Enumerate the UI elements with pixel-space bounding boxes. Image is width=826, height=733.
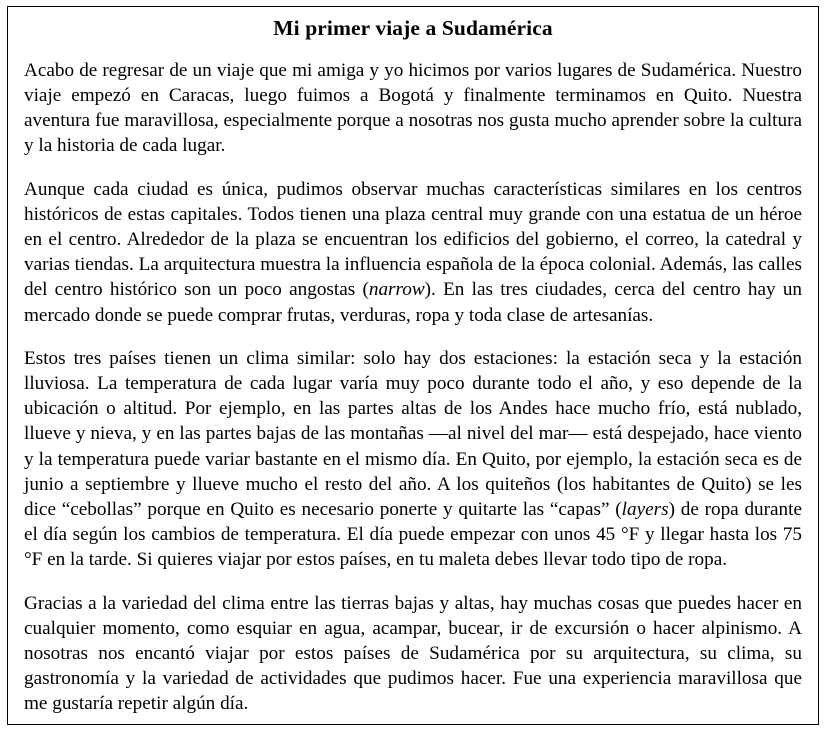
paragraph-3	[24, 346, 802, 573]
paragraph-3-part-1: Estos tres países tienen un clima similar: solo hay dos estaciones: la estación seca y la estación lluviosa. La temperatura de cada lugar varía muy poco durante todo el año, y eso depende de la ubicación o altitud. Por ejemplo, en las partes altas de los Andes hace mucho frío, está nublado, llueve y nieva, y en las partes bajas de las montañas —al nivel del mar— está despejado, hace viento y la temperatura puede variar bastante en el mismo día. En Quito, por ejemplo, la estación seca es de junio a septiembre y llueve mucho el resto del año. A los quiteños (los habitantes de Quito) se les dice “cebollas” porque en Quito es necesario ponerte y quitarte las “capas” (	[24, 347, 802, 520]
paragraph-2-part-3: ). En las tres ciudades, cerca del centro hay un mercado donde se puede comprar frutas, verduras, ropa y toda clase de artesanías.	[24, 279, 803, 326]
paragraph-3-part-3: ) de ropa durante el día según los cambios de temperatura. El día puede empezar con unos 45 °F y llegar hasta los 75 °F en la tarde. Si quieres viajar por estos países, en tu maleta debes llevar todo tipo de ropa.	[24, 498, 802, 571]
paragraph-2	[24, 177, 802, 328]
page-title: Mi primer viaje a Sudamérica	[273, 16, 553, 40]
paragraph-2-italic-gloss: narrow	[368, 279, 425, 301]
paragraph-3-italic-gloss: layers	[621, 498, 669, 520]
paragraph-4: Gracias a la variedad del clima entre las tierras bajas y altas, hay muchas cosas que puedes hacer en cualquier momento, como esquiar en agua, acampar, bucear, ir de excursión o hacer alpinismo. A nosotras nos encantó viajar por estos países de Sudamérica por su arquitectura, su clima, su gastronomía y la variedad de actividades que pudimos hacer. Fue una experiencia maravillosa que me gustaría repetir algún día.	[24, 592, 802, 715]
paragraph-2-part-1: Aunque cada ciudad es única, pudimos observar muchas características similares en los centros históricos de estas capitales. Todos tienen una plaza central muy grande con una estatua de un héroe en el centro. Alrededor de la plaza se encuentran los edificios del gobierno, el correo, la catedral y varias tiendas. La arquitectura muestra la influencia española de la época colonial. Además, las calles del centro histórico son un poco angostas (	[24, 178, 802, 301]
document-body	[24, 45, 802, 717]
document-frame	[7, 6, 819, 725]
paragraph-1: Acabo de regresar de un viaje que mi amiga y yo hicimos por varios lugares de Sudamérica. Nuestro viaje empezó en Caracas, luego fuimos a Bogotá y finalmente terminamos en Quito. Nuestra aventura fue maravillosa, especialmente porque a nosotras nos gusta mucho aprender sobre la cultura y la historia de cada lugar.	[24, 59, 802, 157]
